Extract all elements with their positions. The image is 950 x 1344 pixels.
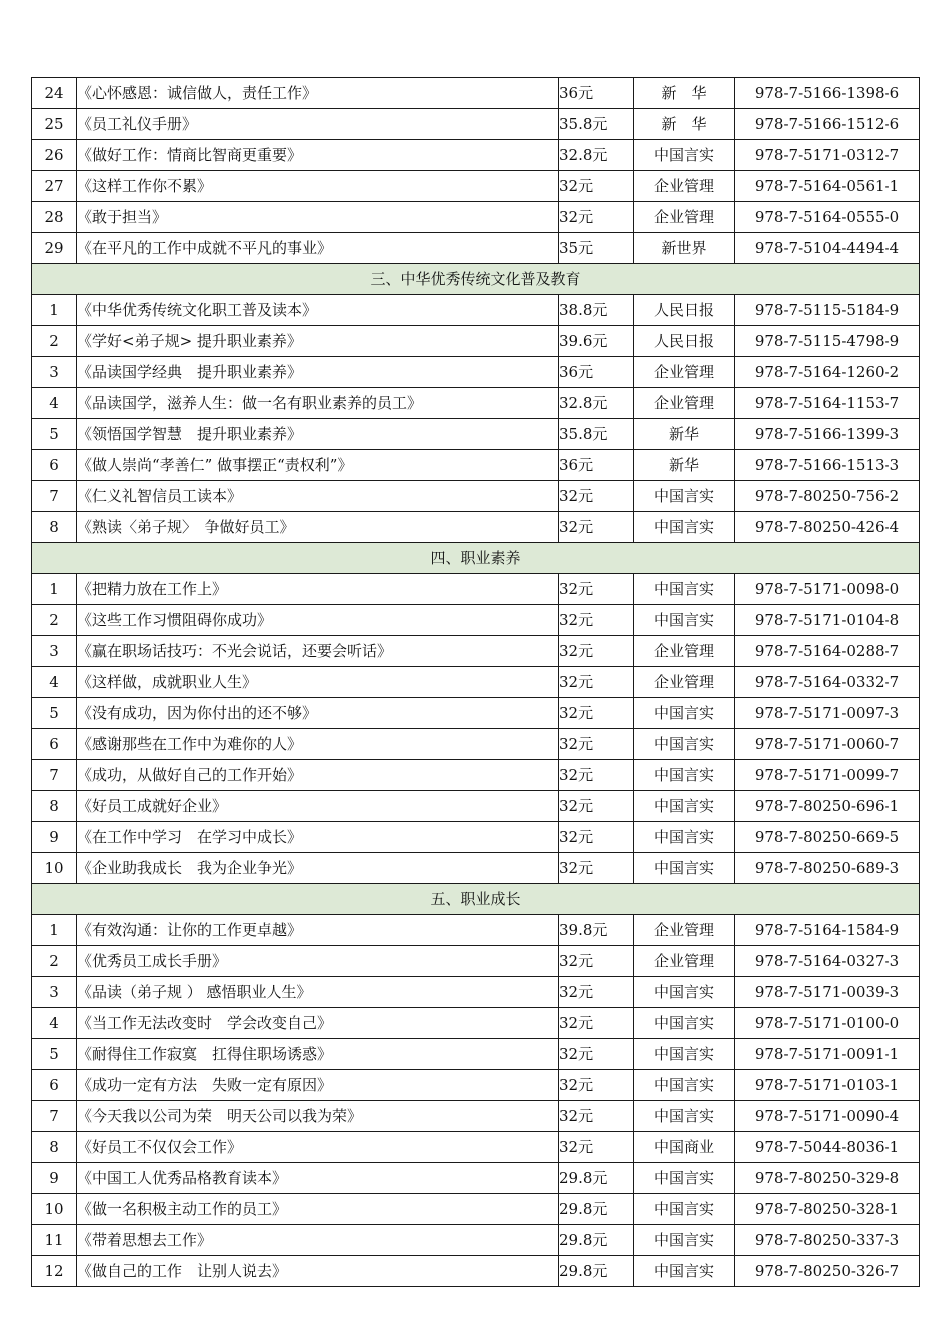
book-price: 32.8元 (559, 140, 634, 171)
book-isbn: 978-7-5171-0060-7 (735, 729, 920, 760)
book-title: 《中国工人优秀品格教育读本》 (77, 1163, 559, 1194)
book-isbn: 978-7-5164-1260-2 (735, 357, 920, 388)
book-price: 32元 (559, 202, 634, 233)
book-publisher: 中国言实 (634, 1194, 735, 1225)
book-price: 29.8元 (559, 1163, 634, 1194)
book-publisher: 中国言实 (634, 512, 735, 543)
book-title: 《成功，从做好自己的工作开始》 (77, 760, 559, 791)
table-row (32, 946, 920, 977)
book-title: 《感谢那些在工作中为难你的人》 (77, 729, 559, 760)
book-title: 《在平凡的工作中成就不平凡的事业》 (77, 233, 559, 264)
book-number: 3 (32, 636, 77, 667)
book-price: 32元 (559, 946, 634, 977)
table-row (32, 698, 920, 729)
book-number: 8 (32, 1132, 77, 1163)
book-isbn: 978-7-80250-328-1 (735, 1194, 920, 1225)
table-row (32, 357, 920, 388)
book-isbn: 978-7-5171-0100-0 (735, 1008, 920, 1039)
book-isbn: 978-7-5171-0039-3 (735, 977, 920, 1008)
book-publisher: 中国言实 (634, 1039, 735, 1070)
book-publisher: 中国言实 (634, 729, 735, 760)
book-title: 《企业助我成长 我为企业争光》 (77, 853, 559, 884)
book-title: 《有效沟通：让你的工作更卓越》 (77, 915, 559, 946)
book-isbn: 978-7-5171-0091-1 (735, 1039, 920, 1070)
book-number: 11 (32, 1225, 77, 1256)
book-number: 6 (32, 729, 77, 760)
book-number: 9 (32, 822, 77, 853)
book-title: 《品读（弟子规 ） 感悟职业人生》 (77, 977, 559, 1008)
book-number: 9 (32, 1163, 77, 1194)
book-price: 32元 (559, 667, 634, 698)
book-isbn: 978-7-80250-337-3 (735, 1225, 920, 1256)
book-title: 《好员工不仅仅会工作》 (77, 1132, 559, 1163)
book-price: 32元 (559, 1070, 634, 1101)
book-publisher: 中国言实 (634, 1225, 735, 1256)
table-row (32, 419, 920, 450)
book-isbn: 978-7-80250-689-3 (735, 853, 920, 884)
book-publisher: 新 华 (634, 78, 735, 109)
book-publisher: 中国言实 (634, 140, 735, 171)
book-title: 《中华优秀传统文化职工普及读本》 (77, 295, 559, 326)
book-price: 32元 (559, 791, 634, 822)
book-price: 35.8元 (559, 109, 634, 140)
book-publisher: 企业管理 (634, 388, 735, 419)
book-price: 32元 (559, 729, 634, 760)
book-number: 3 (32, 357, 77, 388)
book-title: 《在工作中学习 在学习中成长》 (77, 822, 559, 853)
book-number: 27 (32, 171, 77, 202)
book-publisher: 中国言实 (634, 574, 735, 605)
book-number: 5 (32, 698, 77, 729)
book-publisher: 中国言实 (634, 760, 735, 791)
table-row (32, 791, 920, 822)
section-header-row (32, 264, 920, 295)
book-title: 《做自己的工作 让别人说去》 (77, 1256, 559, 1287)
table-row (32, 1070, 920, 1101)
book-price: 32元 (559, 605, 634, 636)
book-publisher: 中国言实 (634, 977, 735, 1008)
book-title: 《这样工作你不累》 (77, 171, 559, 202)
book-number: 25 (32, 109, 77, 140)
book-title: 《优秀员工成长手册》 (77, 946, 559, 977)
section-header-row (32, 884, 920, 915)
table-row (32, 233, 920, 264)
book-isbn: 978-7-5171-0312-7 (735, 140, 920, 171)
book-isbn: 978-7-80250-756-2 (735, 481, 920, 512)
book-publisher: 中国言实 (634, 481, 735, 512)
book-title: 《赢在职场话技巧：不光会说话，还要会听话》 (77, 636, 559, 667)
book-number: 7 (32, 1101, 77, 1132)
book-number: 28 (32, 202, 77, 233)
book-number: 3 (32, 977, 77, 1008)
book-isbn: 978-7-5171-0098-0 (735, 574, 920, 605)
table-row (32, 729, 920, 760)
book-number: 1 (32, 574, 77, 605)
table-row (32, 1163, 920, 1194)
book-isbn: 978-7-5171-0104-8 (735, 605, 920, 636)
table-row (32, 853, 920, 884)
book-isbn: 978-7-80250-326-7 (735, 1256, 920, 1287)
book-isbn: 978-7-80250-696-1 (735, 791, 920, 822)
book-title: 《做一名积极主动工作的员工》 (77, 1194, 559, 1225)
book-publisher: 中国言实 (634, 1163, 735, 1194)
table-row (32, 388, 920, 419)
book-title: 《成功一定有方法 失败一定有原因》 (77, 1070, 559, 1101)
book-number: 8 (32, 512, 77, 543)
book-price: 32.8元 (559, 388, 634, 419)
section-title: 四、职业素养 (32, 543, 920, 574)
book-title: 《品读国学经典 提升职业素养》 (77, 357, 559, 388)
book-isbn: 978-7-80250-669-5 (735, 822, 920, 853)
table-row (32, 1039, 920, 1070)
book-title: 《做人崇尚“孝善仁” 做事摆正“责权利”》 (77, 450, 559, 481)
book-number: 2 (32, 326, 77, 357)
book-publisher: 人民日报 (634, 295, 735, 326)
book-price: 32元 (559, 574, 634, 605)
book-isbn: 978-7-5164-1584-9 (735, 915, 920, 946)
book-isbn: 978-7-5166-1399-3 (735, 419, 920, 450)
book-isbn: 978-7-5115-5184-9 (735, 295, 920, 326)
book-title: 《品读国学，滋养人生：做一名有职业素养的员工》 (77, 388, 559, 419)
book-publisher: 企业管理 (634, 946, 735, 977)
book-title: 《敢于担当》 (77, 202, 559, 233)
book-title: 《心怀感恩：诚信做人，责任工作》 (77, 78, 559, 109)
table-row (32, 915, 920, 946)
book-publisher: 中国言实 (634, 853, 735, 884)
table-row (32, 760, 920, 791)
book-publisher: 中国言实 (634, 1101, 735, 1132)
book-price: 29.8元 (559, 1256, 634, 1287)
book-publisher: 中国言实 (634, 1070, 735, 1101)
book-isbn: 978-7-5166-1513-3 (735, 450, 920, 481)
book-publisher: 新世界 (634, 233, 735, 264)
book-number: 29 (32, 233, 77, 264)
book-number: 26 (32, 140, 77, 171)
book-publisher: 中国言实 (634, 605, 735, 636)
table-row (32, 574, 920, 605)
book-price: 32元 (559, 1101, 634, 1132)
book-number: 5 (32, 1039, 77, 1070)
book-number: 7 (32, 760, 77, 791)
book-publisher: 企业管理 (634, 202, 735, 233)
table-row (32, 202, 920, 233)
book-title: 《今天我以公司为荣 明天公司以我为荣》 (77, 1101, 559, 1132)
book-number: 6 (32, 450, 77, 481)
book-price: 32元 (559, 760, 634, 791)
table-body (32, 78, 920, 1287)
section-header-row (32, 543, 920, 574)
book-title: 《领悟国学智慧 提升职业素养》 (77, 419, 559, 450)
table-row (32, 667, 920, 698)
book-number: 5 (32, 419, 77, 450)
book-isbn: 978-7-5164-0327-3 (735, 946, 920, 977)
book-isbn: 978-7-80250-426-4 (735, 512, 920, 543)
table-row (32, 140, 920, 171)
book-publisher: 新华 (634, 419, 735, 450)
book-publisher: 中国言实 (634, 698, 735, 729)
book-price: 32元 (559, 698, 634, 729)
book-isbn: 978-7-5171-0103-1 (735, 1070, 920, 1101)
book-isbn: 978-7-5164-0288-7 (735, 636, 920, 667)
book-number: 4 (32, 1008, 77, 1039)
book-number: 2 (32, 946, 77, 977)
book-isbn: 978-7-5171-0099-7 (735, 760, 920, 791)
book-price: 29.8元 (559, 1225, 634, 1256)
table-row (32, 636, 920, 667)
table-row (32, 1225, 920, 1256)
book-price: 32元 (559, 853, 634, 884)
table-row (32, 512, 920, 543)
table-row (32, 450, 920, 481)
book-isbn: 978-7-5115-4798-9 (735, 326, 920, 357)
book-number: 7 (32, 481, 77, 512)
book-number: 4 (32, 667, 77, 698)
book-price: 32元 (559, 512, 634, 543)
section-title: 三、中华优秀传统文化普及教育 (32, 264, 920, 295)
book-number: 10 (32, 1194, 77, 1225)
book-number: 2 (32, 605, 77, 636)
book-price: 38.8元 (559, 295, 634, 326)
book-price: 29.8元 (559, 1194, 634, 1225)
book-title: 《熟读〈弟子规〉 争做好员工》 (77, 512, 559, 543)
book-number: 8 (32, 791, 77, 822)
table-row (32, 78, 920, 109)
book-isbn: 978-7-80250-329-8 (735, 1163, 920, 1194)
book-isbn: 978-7-5171-0097-3 (735, 698, 920, 729)
book-price: 36元 (559, 450, 634, 481)
book-price: 32元 (559, 171, 634, 202)
table-row (32, 481, 920, 512)
book-title: 《学好<弟子规> 提升职业素养》 (77, 326, 559, 357)
book-title: 《仁义礼智信员工读本》 (77, 481, 559, 512)
book-isbn: 978-7-5164-0332-7 (735, 667, 920, 698)
book-title: 《带着思想去工作》 (77, 1225, 559, 1256)
book-number: 4 (32, 388, 77, 419)
book-number: 10 (32, 853, 77, 884)
book-price: 39.8元 (559, 915, 634, 946)
book-price: 39.6元 (559, 326, 634, 357)
book-list-table (31, 77, 920, 1287)
book-price: 32元 (559, 1039, 634, 1070)
book-title: 《员工礼仪手册》 (77, 109, 559, 140)
book-publisher: 中国商业 (634, 1132, 735, 1163)
book-number: 1 (32, 295, 77, 326)
table-row (32, 326, 920, 357)
book-publisher: 企业管理 (634, 357, 735, 388)
book-isbn: 978-7-5164-0561-1 (735, 171, 920, 202)
book-publisher: 中国言实 (634, 1008, 735, 1039)
book-price: 36元 (559, 357, 634, 388)
table-row (32, 109, 920, 140)
book-price: 35元 (559, 233, 634, 264)
book-title: 《耐得住工作寂寞 扛得住职场诱惑》 (77, 1039, 559, 1070)
book-publisher: 中国言实 (634, 1256, 735, 1287)
book-isbn: 978-7-5164-1153-7 (735, 388, 920, 419)
book-price: 32元 (559, 636, 634, 667)
book-publisher: 人民日报 (634, 326, 735, 357)
book-publisher: 企业管理 (634, 667, 735, 698)
book-title: 《好员工成就好企业》 (77, 791, 559, 822)
book-publisher: 企业管理 (634, 636, 735, 667)
table-row (32, 1008, 920, 1039)
book-title: 《把精力放在工作上》 (77, 574, 559, 605)
book-title: 《做好工作：情商比智商更重要》 (77, 140, 559, 171)
book-number: 1 (32, 915, 77, 946)
book-isbn: 978-7-5171-0090-4 (735, 1101, 920, 1132)
table-row (32, 295, 920, 326)
book-price: 36元 (559, 78, 634, 109)
book-publisher: 中国言实 (634, 791, 735, 822)
book-number: 12 (32, 1256, 77, 1287)
table-row (32, 822, 920, 853)
book-isbn: 978-7-5044-8036-1 (735, 1132, 920, 1163)
book-publisher: 新华 (634, 450, 735, 481)
book-publisher: 新 华 (634, 109, 735, 140)
book-title: 《没有成功，因为你付出的还不够》 (77, 698, 559, 729)
book-price: 32元 (559, 1132, 634, 1163)
book-number: 6 (32, 1070, 77, 1101)
table-row (32, 1101, 920, 1132)
book-number: 24 (32, 78, 77, 109)
book-title: 《这样做，成就职业人生》 (77, 667, 559, 698)
book-price: 32元 (559, 1008, 634, 1039)
book-isbn: 978-7-5166-1512-6 (735, 109, 920, 140)
table-row (32, 1194, 920, 1225)
book-price: 32元 (559, 977, 634, 1008)
book-price: 32元 (559, 822, 634, 853)
section-title: 五、职业成长 (32, 884, 920, 915)
book-publisher: 企业管理 (634, 171, 735, 202)
book-title: 《当工作无法改变时 学会改变自己》 (77, 1008, 559, 1039)
book-isbn: 978-7-5104-4494-4 (735, 233, 920, 264)
book-isbn: 978-7-5166-1398-6 (735, 78, 920, 109)
book-publisher: 中国言实 (634, 822, 735, 853)
table-row (32, 605, 920, 636)
book-publisher: 企业管理 (634, 915, 735, 946)
book-isbn: 978-7-5164-0555-0 (735, 202, 920, 233)
table-row (32, 1256, 920, 1287)
book-title: 《这些工作习惯阻碍你成功》 (77, 605, 559, 636)
table-row (32, 171, 920, 202)
book-price: 35.8元 (559, 419, 634, 450)
table-row (32, 1132, 920, 1163)
book-price: 32元 (559, 481, 634, 512)
table-row (32, 977, 920, 1008)
